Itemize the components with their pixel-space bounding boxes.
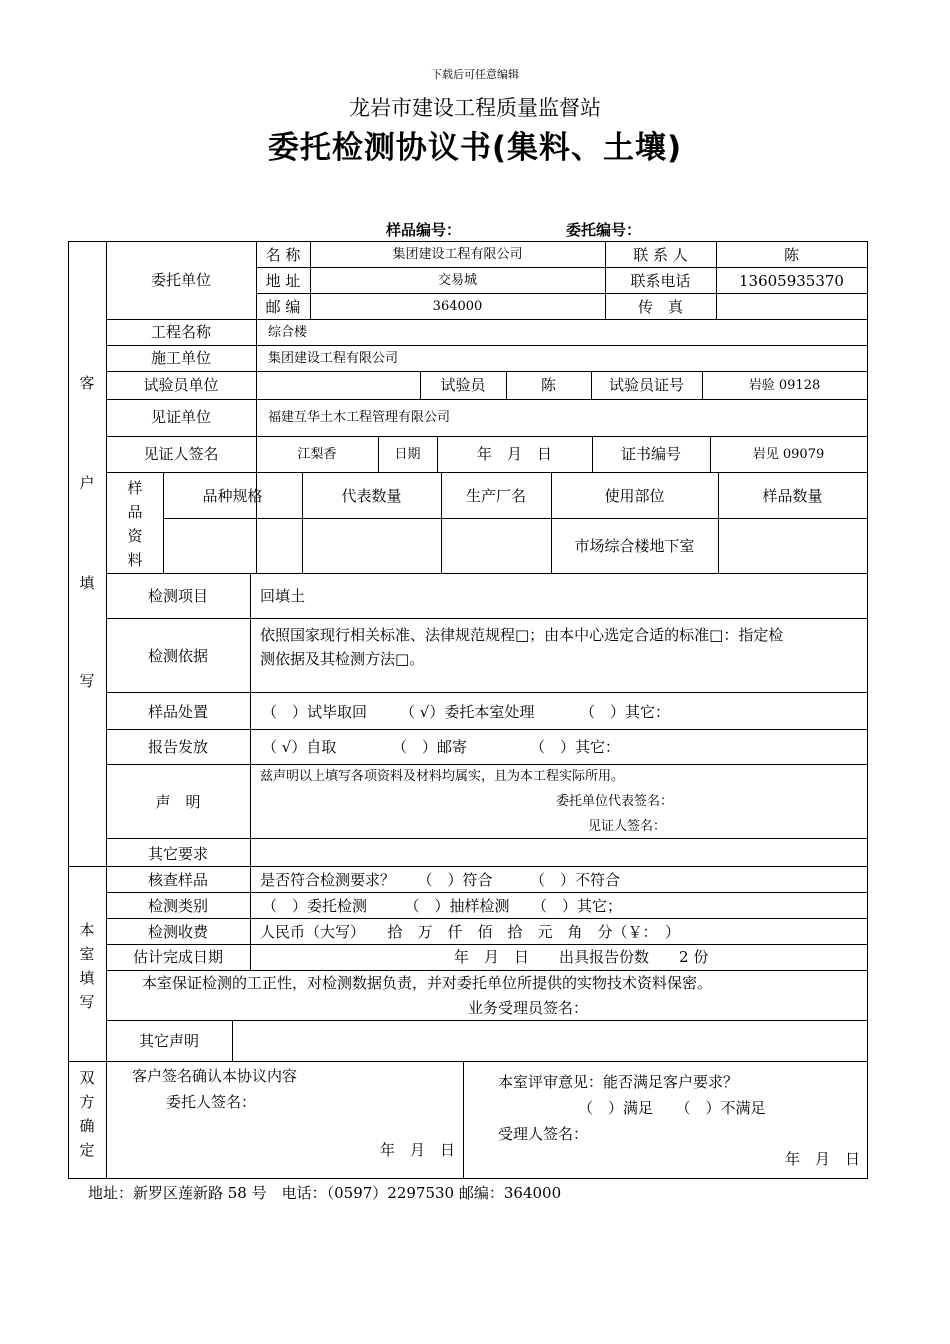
test-basis-label: 检测依据: [147, 647, 208, 665]
side-label-lab: 本 室 填 写: [79, 921, 95, 1011]
report-option-self[interactable]: （ √）自取: [262, 738, 337, 756]
side-label-client: 户: [79, 474, 95, 492]
finish-date-value: 年 月 日 出具报告份数 2 份: [454, 948, 709, 966]
tester-unit-label: 试验员单位: [143, 376, 219, 394]
report-option-other[interactable]: （ ）其它：: [530, 738, 621, 756]
test-type-label: 检测类别: [147, 897, 208, 915]
witness-cert-value: 岩见 09079: [752, 447, 825, 462]
sample-info-side-label: 样 品 资 料: [127, 479, 143, 569]
disposal-option-lab[interactable]: （ √）委托本室处理: [400, 703, 535, 721]
organization-name: 龙岩市建设工程质量监督站: [349, 96, 601, 120]
document-title: 委托检测协议书(集料、土壤): [267, 130, 683, 166]
postcode-value: 364000: [432, 299, 483, 314]
contact-value: 陈: [783, 246, 799, 264]
witness-sign-value: 江梨香: [297, 447, 337, 462]
sample-header-manufacturer: 生产厂名: [465, 487, 526, 505]
builder-value: 集团建设工程有限公司: [268, 351, 399, 366]
report-issue-label: 报告发放: [147, 738, 208, 756]
check-sample-value: 是否符合检测要求？ （ ）符合 （ ）不符合: [260, 871, 621, 889]
test-basis-text: 依照国家现行相关标准、法律规范规程□；由本中心选定合适的标准□：指定检 测依据及其检测方法□。: [260, 626, 784, 668]
phone-label: 联系电话: [630, 272, 691, 290]
client-unit-label: 委托单位: [150, 271, 211, 289]
side-label-client: 填: [79, 574, 95, 592]
name-label: 名 称: [265, 246, 301, 264]
client-confirm-text: 客户签名确认本协议内容: [132, 1067, 298, 1085]
date-label: 日期: [394, 447, 421, 462]
postcode-label: 邮 编: [265, 298, 301, 316]
witness-unit-label: 见证单位: [150, 408, 211, 426]
fax-label: 传 真: [637, 298, 683, 316]
entrust-number-label: 委托编号：: [566, 221, 642, 239]
test-type-value: （ ）委托检测 （ ）抽样检测 （ ）其它；: [262, 897, 623, 915]
other-requirements-label: 其它要求: [147, 845, 208, 863]
side-label-both: 双 方 确 定: [79, 1069, 95, 1159]
client-confirm-date: 年 月 日: [380, 1141, 456, 1159]
disposal-option-other[interactable]: （ ）其它：: [580, 703, 671, 721]
client-name-value: 集团建设工程有限公司: [392, 247, 523, 262]
staff-signature-line: 业务受理员签名：: [468, 999, 589, 1017]
sample-number-label: 样品编号：: [386, 221, 462, 239]
sample-header-spec: 品种规格: [202, 487, 263, 505]
address-value: 交易城: [437, 273, 477, 288]
statement-label: 声 明: [155, 793, 201, 811]
tester-cert-label: 试验员证号: [608, 376, 684, 394]
footer-address: 地址：新罗区莲新路 58 号 电话：（0597）2297530 邮编：364000: [88, 1184, 562, 1202]
lab-review-date: 年 月 日: [785, 1150, 861, 1168]
other-statement-label: 其它声明: [138, 1032, 199, 1050]
top-note: 下载后可任意编辑: [431, 68, 519, 81]
entrust-person-signature: 委托人签名：: [166, 1093, 257, 1111]
tester-value: 陈: [540, 376, 556, 394]
contact-label: 联 系 人: [633, 246, 688, 264]
sample-disposal-label: 样品处置: [147, 703, 208, 721]
tester-label: 试验员: [440, 376, 486, 394]
builder-label: 施工单位: [150, 349, 211, 367]
sample-header-location: 使用部位: [604, 487, 665, 505]
disposal-option-return[interactable]: （ ）试毕取回: [262, 703, 368, 721]
tester-cert-value: 岩验 09128: [748, 378, 821, 393]
test-fee-value: 人民币（大写） 拾 万 仟 佰 拾 元 角 分（￥： ）: [260, 923, 681, 941]
client-representative-sign: 委托单位代表签名：: [556, 794, 674, 809]
lab-guarantee-text: 本室保证检测的工正性，对检测数据负责，并对委托单位所提供的实物技术资料保密。: [142, 974, 713, 992]
test-fee-label: 检测收费: [147, 923, 208, 941]
sample-header-count: 样品数量: [762, 487, 823, 505]
date-value: 年 月 日: [476, 445, 552, 463]
side-label-client: 客: [79, 374, 95, 392]
witness-cert-label: 证书编号: [620, 445, 681, 463]
lab-review-options[interactable]: （ ）满足 （ ）不满足: [578, 1099, 766, 1117]
test-item-value: 回填土: [260, 587, 306, 605]
project-name-label: 工程名称: [150, 323, 211, 341]
phone-value: 13605935370: [739, 272, 844, 290]
witness-signature-line: 见证人签名：: [588, 819, 667, 834]
report-option-mail[interactable]: （ ）邮寄: [392, 738, 468, 756]
side-label-client: 写: [79, 672, 95, 690]
sample-header-quantity: 代表数量: [341, 487, 402, 505]
witness-unit-value: 福建互华土木工程管理有限公司: [268, 410, 451, 425]
test-item-label: 检测项目: [147, 587, 208, 605]
sample-cell-location: 市场综合楼地下室: [574, 537, 695, 555]
receiver-signature: 受理人签名：: [498, 1125, 589, 1143]
statement-text: 兹声明以上填写各项资料及材料均属实，且为本工程实际所用。: [260, 769, 625, 784]
lab-review-question: 本室评审意见：能否满足客户要求？: [498, 1073, 739, 1091]
witness-sign-label: 见证人签名: [143, 445, 219, 463]
project-name-value: 综合楼: [268, 325, 308, 340]
address-label: 地 址: [265, 272, 301, 290]
finish-date-label: 估计完成日期: [132, 948, 223, 966]
check-sample-label: 核查样品: [147, 871, 208, 889]
